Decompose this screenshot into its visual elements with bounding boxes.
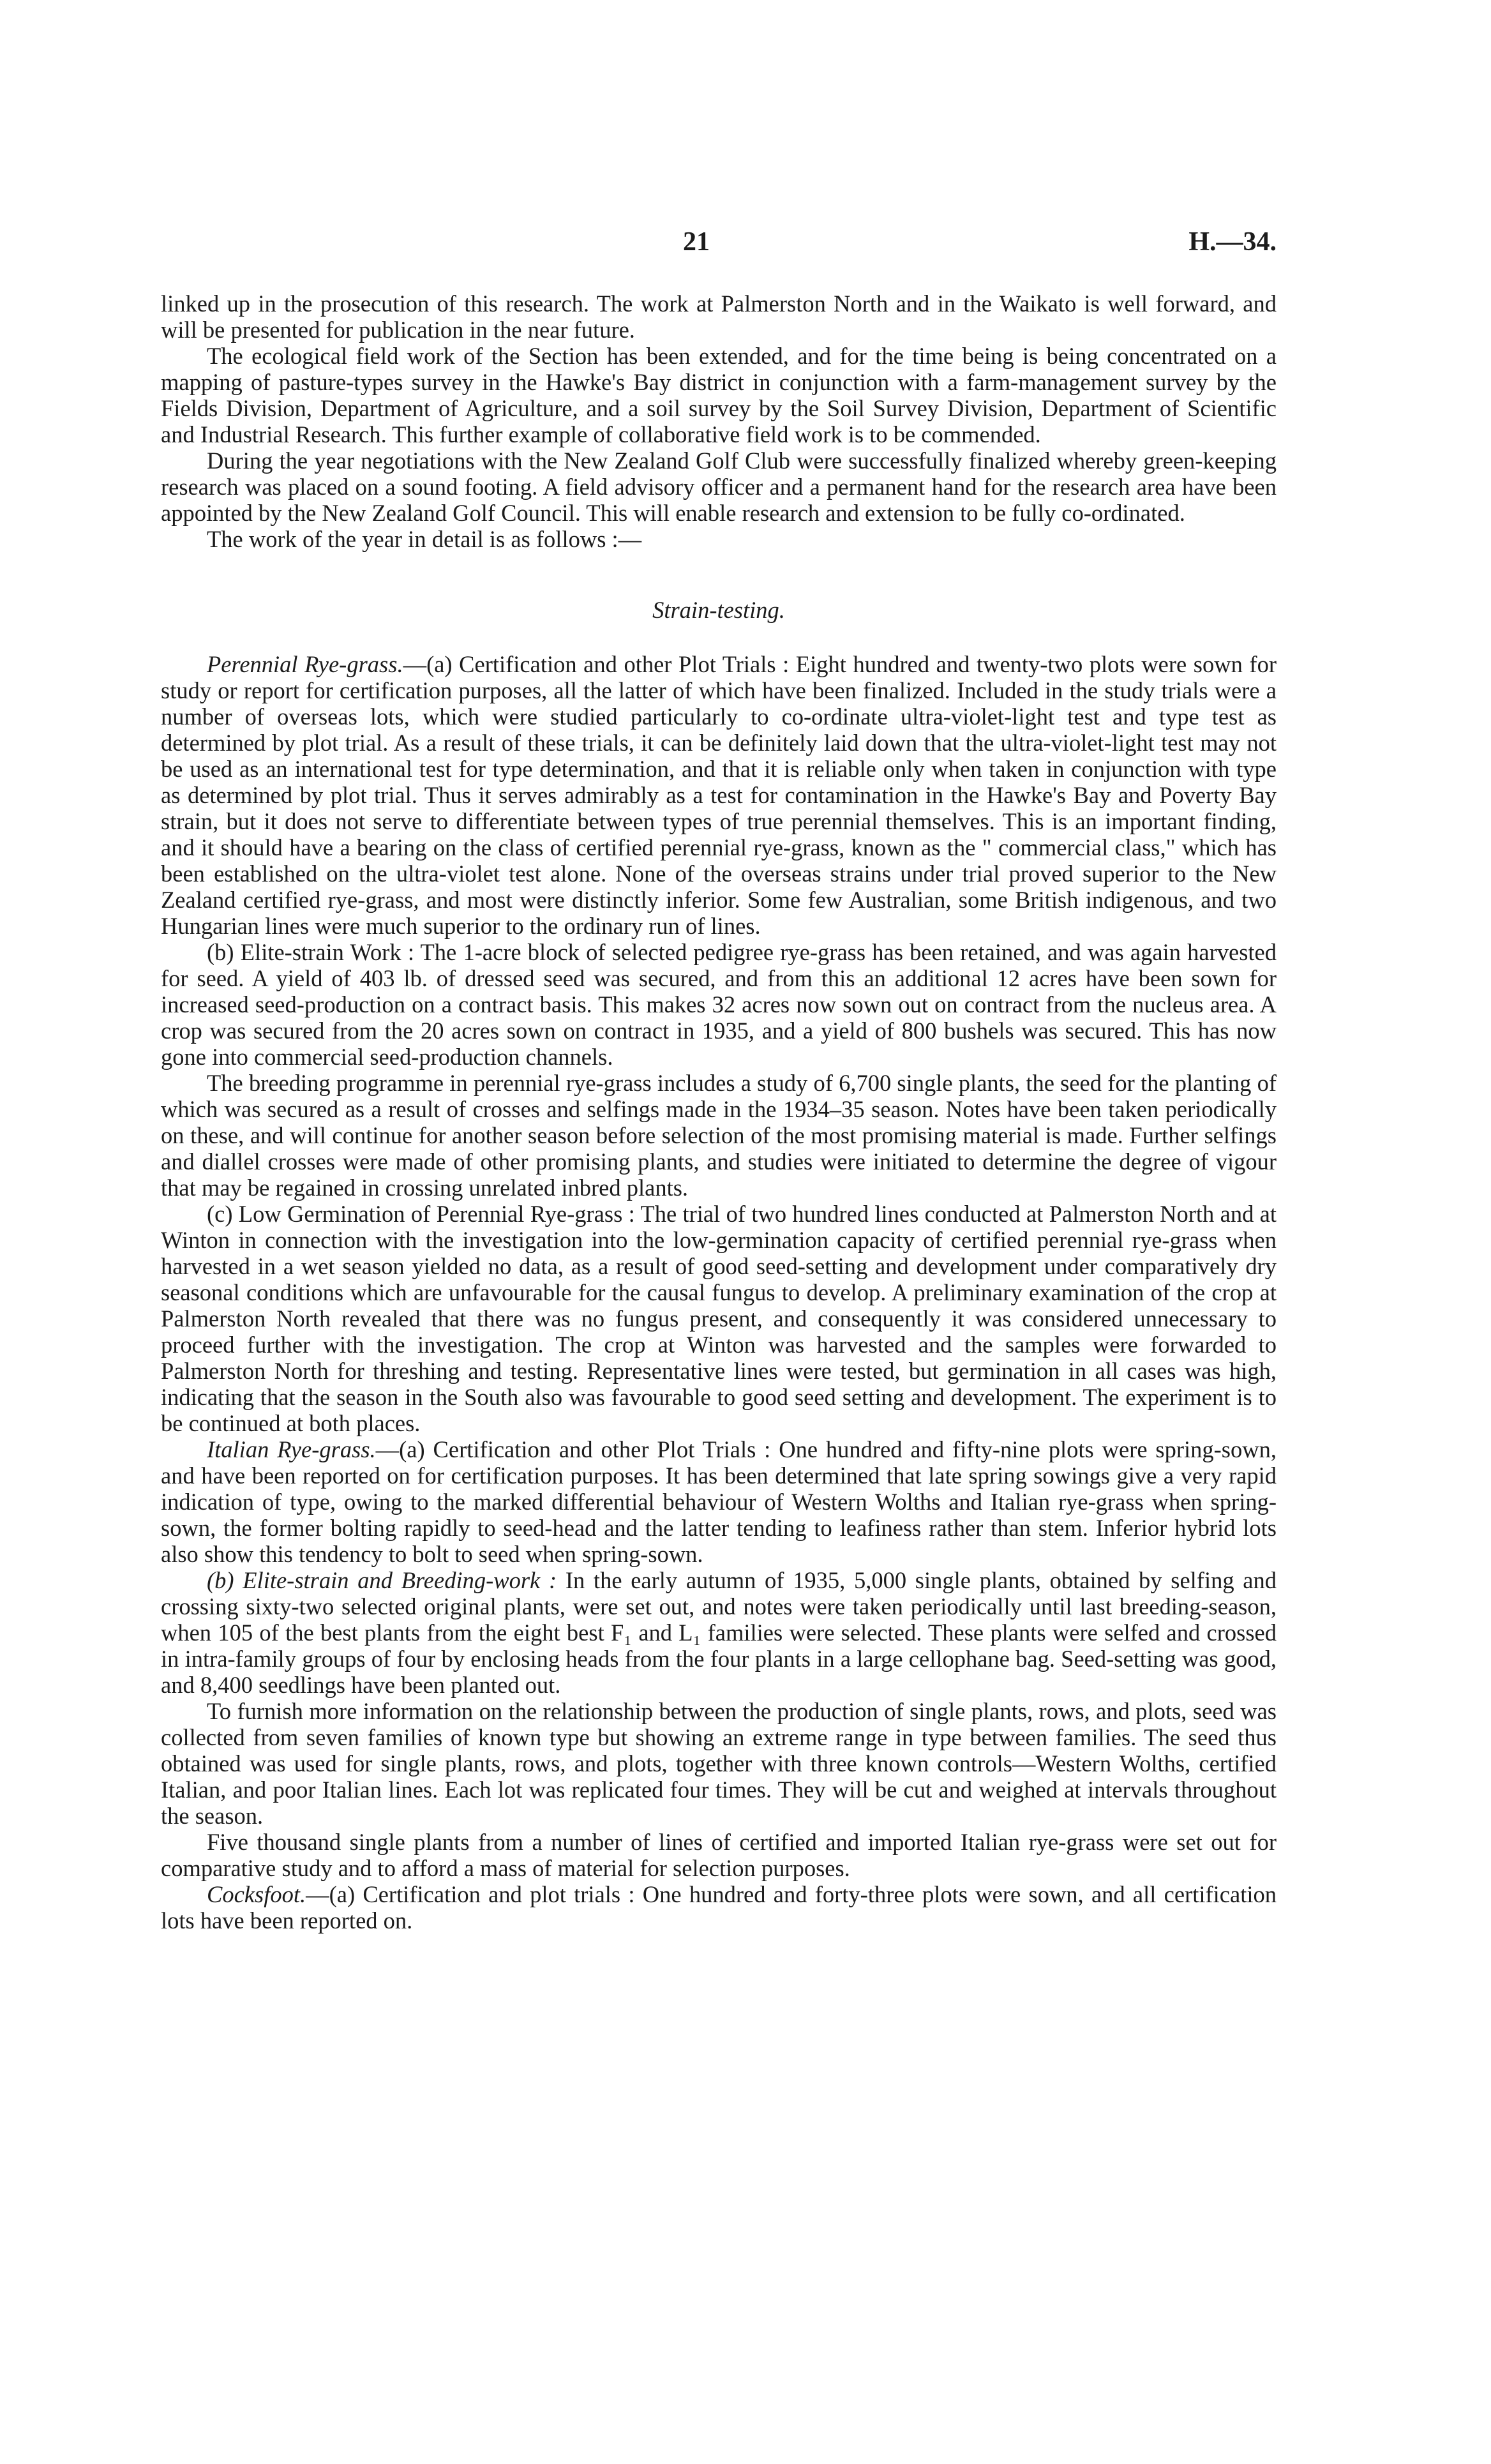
paragraph-breeding-programme: The breeding programme in perennial rye-grass includes a study of 6,700 single plants, the seed for the planting of which was secured as a result of crosses and selfings made in the 1934–35 season. Notes have been taken periodically on these, and will continue for another season before selection of the most promising material is made. Further selfings and diallel crosses were made of other promising plants, and studies were initiated to determine the degree of vigour that may be regained in crossing unrelated inbred plants.: [161, 1070, 1277, 1201]
paragraph-low-germination: (c) Low Germination of Perennial Rye-grass : The trial of two hundred lines conducted at Palmerston North and at Winton in connection with the investigation into the low-germination capacity of certified perennial rye-grass when harvested in a wet season yielded no data, as a result of good seed-setting and development under comparatively dry seasonal conditions which are unfavourable for the causal fungus to develop. A preliminary examination of the crop at Palmerston North revealed that there was no fungus present, and consequently it was considered unnecessary to proceed further with the investigation. The crop at Winton was harvested and the samples were forwarded to Palmerston North for threshing and testing. Representative lines were tested, but germination in all cases was high, indicating that the season in the South also was favourable to good seed setting and development. The experiment is to be continued at both places.: [161, 1201, 1277, 1436]
paragraph-research-progress: linked up in the prosecution of this research. The work at Palmerston North and in the Waikato is well forward, and will be presented for publication in the near future.: [161, 290, 1277, 343]
paragraph-work-intro: The work of the year in detail is as follows :—: [207, 526, 642, 552]
page-number: 21: [683, 227, 710, 257]
italian-rye-grass-label: Italian Rye-grass.: [207, 1436, 376, 1462]
cocksfoot-label: Cocksfoot.: [207, 1881, 306, 1907]
paragraph-five-thousand-plants: Five thousand single plants from a number of lines of certified and imported Italian rye-grass were set out for comparative study and to afford a mass of material for selection purposes.: [161, 1829, 1277, 1881]
paragraph-single-plants-rows-plots: To furnish more information on the relationship between the production of single plants, rows, and plots, seed was collected from seven families of known type but showing an extreme range in type between families. The seed thus obtained was used for single plants, rows, and plots, together with three known controls—Western Wolths, certified Italian, and poor Italian lines. Each lot was replicated four times. They will be cut and weighed at intervals throughout the season.: [161, 1698, 1277, 1829]
perennial-rye-grass-label: Perennial Rye-grass.: [207, 651, 403, 677]
paragraph-italian-rye-grass: [161, 1436, 1277, 1567]
italian-elite-strain-text: In the early autumn of 1935, 5,000 single plants, obtained by selfing and crossing sixty-two selected original plants, were set out, and notes were taken periodically until last breeding-season, when 105 of the best plants from the eight best F₁ and L₁ families were selected. These plants were selfed and crossed in intra-family groups of four by enclosing heads from the four plants in a large cellophane bag. Seed-setting was good, and 8,400 seedlings have been planted out.: [161, 1567, 1277, 1698]
paragraph-ecological-field-work: The ecological field work of the Section has been extended, and for the time being is being concentrated on a mapping of pasture-types survey in the Hawke's Bay district in conjunction with a farm-management survey by the Fields Division, Department of Agriculture, and a soil survey by the Soil Survey Division, Department of Scientific and Industrial Research. This further example of collaborative field work is to be commended.: [161, 343, 1277, 447]
document-reference: H.—34.: [1188, 227, 1277, 257]
paragraph-elite-strain-work: (b) Elite-strain Work : The 1-acre block of selected pedigree rye-grass has been retained, and was again harvested for seed. A yield of 403 lb. of dressed seed was secured, and from this an additional 12 acres have been sown for increased seed-production on a contract basis. This makes 32 acres now sown out on contract from the nucleus area. A crop was secured from the 20 acres sown on contract in 1935, and a yield of 800 bushels was secured. This has now gone into commercial seed-production channels.: [161, 939, 1277, 1070]
perennial-rye-grass-text: —(a) Certification and other Plot Trials : Eight hundred and twenty-two plots were sown for study or report for certification purposes, all the latter of which have been finalized. Included in the study trials were a number of overseas lots, which were studied particularly to co-ordinate ultra-violet-light test and type test as determined by plot trial. As a result of these trials, it can be definitely laid down that the ultra-violet-light test may not be used as an international test for type determination, and that it is reliable only when taken in conjunction with type as determined by plot trial. Thus it serves admirably as a test for contamination in the Hawke's Bay and Poverty Bay strain, but it does not serve to differentiate between types of true perennial themselves. This is an important finding, and it should have a bearing on the class of certified perennial rye-grass, known as the " commercial class," which has been established on the ultra-violet test alone. None of the overseas strains under trial proved superior to the New Zealand certified rye-grass, and most were distinctly inferior. Some few Australian, some British indigenous, and two Hungarian lines were much superior to the ordinary run of lines.: [161, 651, 1277, 939]
paragraph-italian-elite-strain: [161, 1567, 1277, 1698]
page-header: [161, 227, 1277, 265]
italian-rye-grass-text: —(a) Certification and other Plot Trials : One hundred and fifty-nine plots were spring-sown, and have been reported on for certification purposes. It has been determined that late spring sowings give a very rapid indication of type, owing to the marked differential behaviour of Western Wolths and Italian rye-grass when spring-sown, the former bolting rapidly to seed-head and the latter tending to leafiness rather than stem. Inferior hybrid lots also show this tendency to bolt to seed when spring-sown.: [161, 1436, 1277, 1567]
paragraph-cocksfoot: [161, 1881, 1277, 1934]
paragraph-golf-club: During the year negotiations with the New Zealand Golf Club were successfully finalized whereby green-keeping research was placed on a sound footing. A field advisory officer and a permanent hand for the research area have been appointed by the New Zealand Golf Council. This will enable research and extension to be fully co-ordinated.: [161, 447, 1277, 526]
cocksfoot-text: —(a) Certification and plot trials : One hundred and forty-three plots were sown, and all certification lots have been reported on.: [161, 1881, 1277, 1934]
section-heading-strain-testing: Strain-testing.: [652, 597, 785, 623]
body-text: [161, 290, 1277, 1934]
italian-elite-strain-label: (b) Elite-strain and Breeding-work :: [207, 1567, 557, 1593]
paragraph-perennial-rye-grass: [161, 651, 1277, 939]
